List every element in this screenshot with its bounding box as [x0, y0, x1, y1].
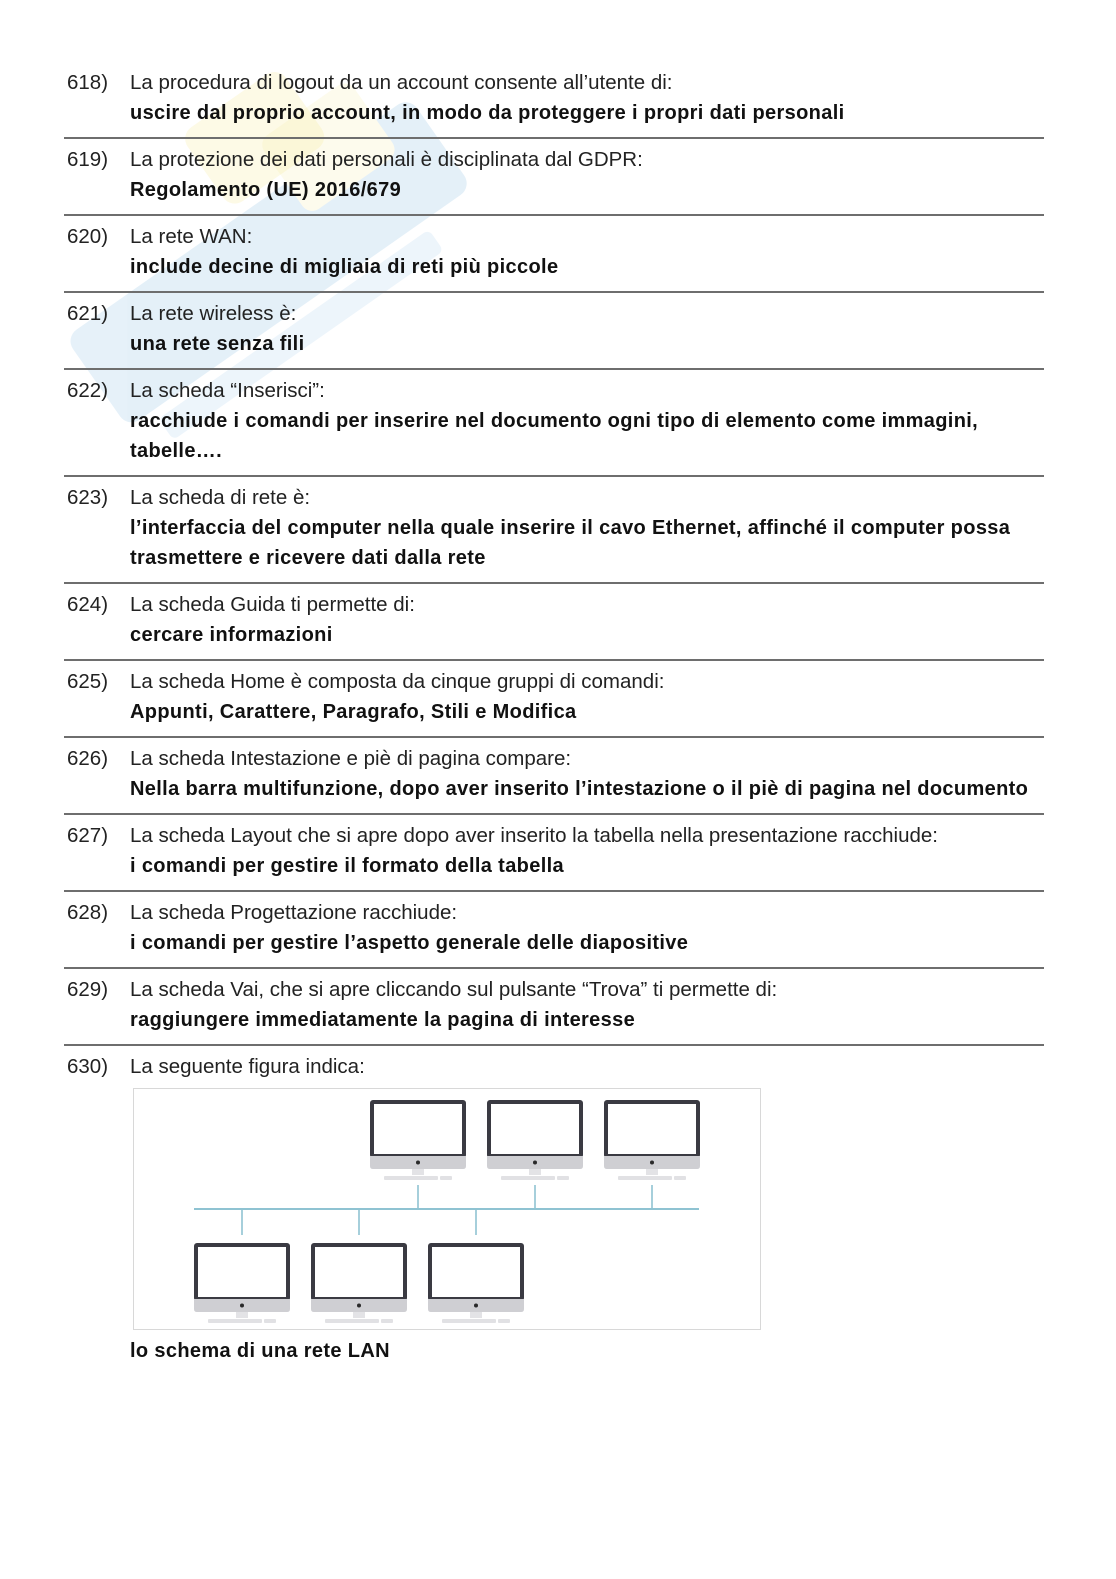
question-text: La scheda Home è composta da cinque gruppi di comandi:	[130, 670, 665, 693]
answer-text: cercare informazioni	[130, 624, 333, 646]
lan-bus-diagram-icon	[134, 1089, 760, 1329]
qa-item	[64, 738, 1044, 815]
question-text: La scheda di rete è:	[130, 486, 311, 509]
qa-item	[64, 216, 1044, 293]
item-number: 618)	[67, 71, 109, 94]
answer-text: Nella barra multifunzione, dopo aver inserito l’intestazione o il piè di pagina nel documento	[130, 778, 1029, 800]
qa-item	[64, 370, 1044, 477]
question-text: La scheda Progettazione racchiude:	[130, 901, 458, 924]
question-text: La rete WAN:	[130, 225, 253, 248]
question-text: La scheda Layout che si apre dopo aver inserito la tabella nella presentazione racchiude:	[130, 824, 938, 847]
question-text: La scheda “Inserisci”:	[130, 379, 325, 402]
answer-text: raggiungere immediatamente la pagina di interesse	[130, 1009, 636, 1031]
item-number: 621)	[67, 302, 109, 325]
item-number: 626)	[67, 747, 109, 770]
question-text: La protezione dei dati personali è disciplinata dal GDPR:	[130, 148, 643, 171]
item-number: 627)	[67, 824, 109, 847]
item-number: 622)	[67, 379, 109, 402]
qa-item	[64, 1046, 1044, 1375]
question-text: La procedura di logout da un account consente all’utente di:	[130, 71, 673, 94]
question-text: La scheda Vai, che si apre cliccando sul pulsante “Trova” ti permette di:	[130, 978, 778, 1001]
item-number: 628)	[67, 901, 109, 924]
answer-text: l’interfaccia del computer nella quale inserire il cavo Ethernet, affinché il computer possa trasmettere e ricevere dati dalla rete	[130, 517, 1011, 569]
qa-item	[64, 815, 1044, 892]
document-page	[64, 62, 1044, 1375]
answer-text: Regolamento (UE) 2016/679	[130, 179, 402, 201]
question-text: La scheda Guida ti permette di:	[130, 593, 415, 616]
qa-item	[64, 293, 1044, 370]
answer-text: lo schema di una rete LAN	[130, 1340, 390, 1362]
computer-icon	[604, 1100, 700, 1180]
qa-item	[64, 477, 1044, 584]
item-number: 619)	[67, 148, 109, 171]
answer-text: include decine di migliaia di reti più piccole	[130, 256, 559, 278]
item-number: 625)	[67, 670, 109, 693]
answer-text: i comandi per gestire l’aspetto generale delle diapositive	[130, 932, 689, 954]
item-number: 629)	[67, 978, 109, 1001]
question-text: La scheda Intestazione e piè di pagina compare:	[130, 747, 572, 770]
answer-text: una rete senza fili	[130, 333, 305, 355]
item-number: 630)	[67, 1055, 109, 1078]
lan-network-diagram	[133, 1088, 761, 1330]
computer-icon	[487, 1100, 583, 1180]
qa-item	[64, 139, 1044, 216]
question-text: La seguente figura indica:	[130, 1055, 365, 1078]
item-number: 623)	[67, 486, 109, 509]
answer-text: Appunti, Carattere, Paragrafo, Stili e Modifica	[130, 701, 577, 723]
item-number: 620)	[67, 225, 109, 248]
computer-icon	[311, 1243, 407, 1323]
qa-item	[64, 892, 1044, 969]
qa-item	[64, 969, 1044, 1046]
question-text: La rete wireless è:	[130, 302, 297, 325]
computer-icon	[370, 1100, 466, 1180]
answer-text: uscire dal proprio account, in modo da proteggere i propri dati personali	[130, 102, 845, 124]
computer-icon	[428, 1243, 524, 1323]
computer-icon	[194, 1243, 290, 1323]
answer-text: i comandi per gestire il formato della tabella	[130, 855, 564, 877]
qa-item	[64, 62, 1044, 139]
answer-text: racchiude i comandi per inserire nel documento ogni tipo di elemento come immagini, tabelle….	[130, 410, 979, 462]
qa-item	[64, 661, 1044, 738]
item-number: 624)	[67, 593, 109, 616]
qa-item	[64, 584, 1044, 661]
